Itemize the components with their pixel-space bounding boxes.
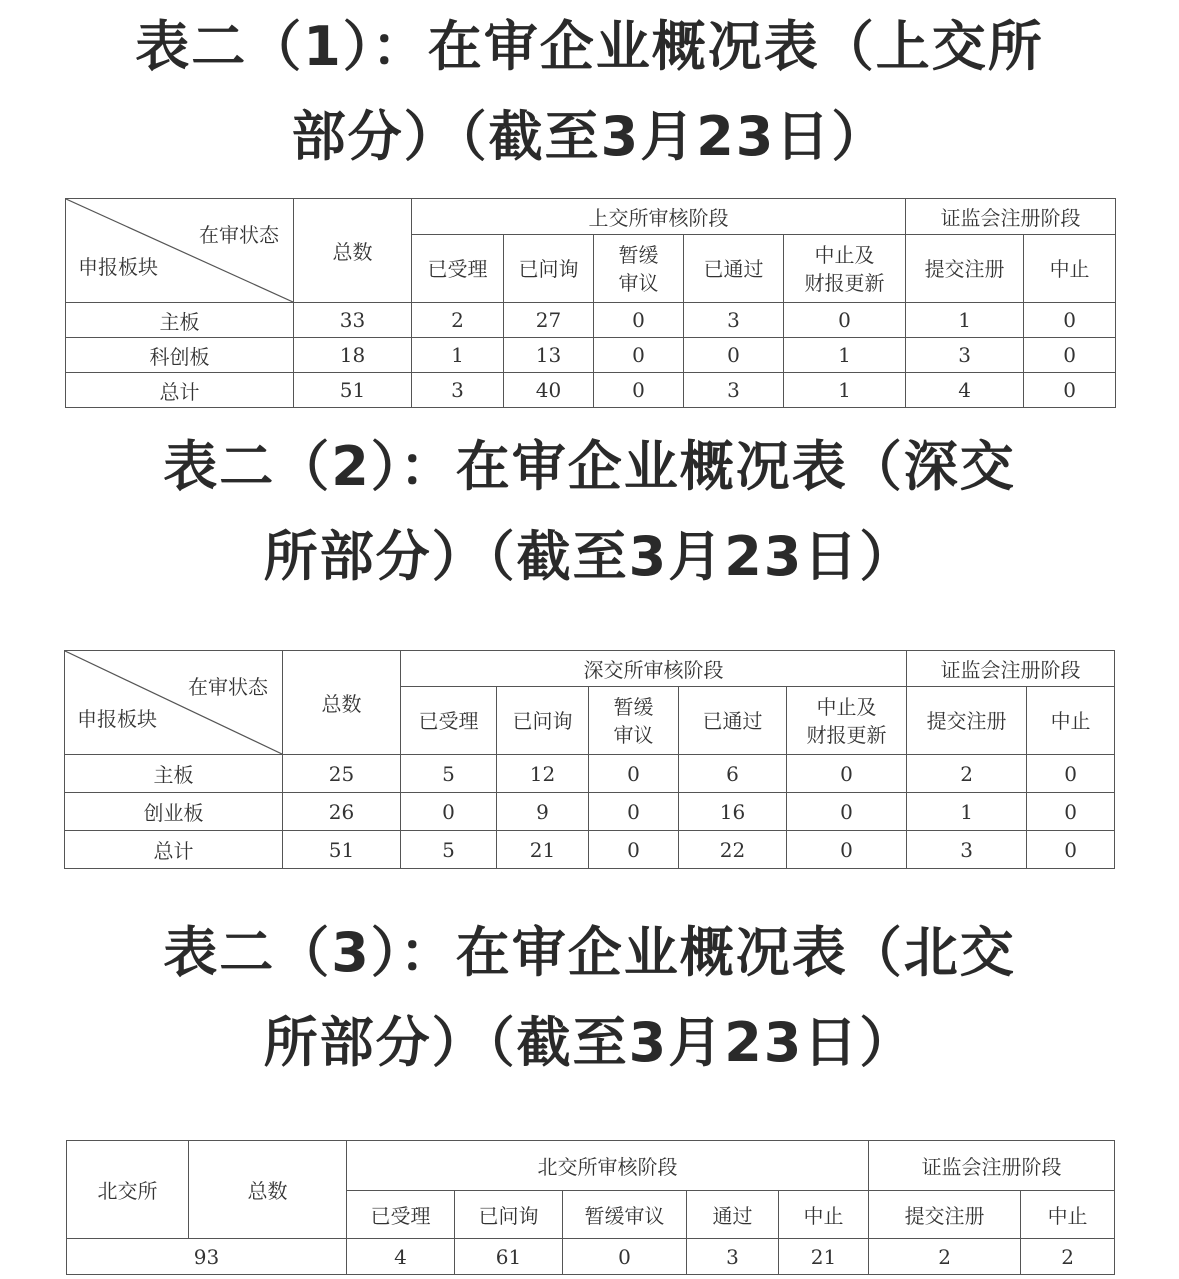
cell: 1: [906, 303, 1024, 338]
table3-col-header: 暂缓审议: [563, 1191, 687, 1239]
table-row: [65, 831, 1115, 869]
table2-col-header: 中止: [1027, 687, 1115, 755]
table-row: [65, 755, 1115, 793]
table1-col-header: 暂缓 审议: [594, 235, 684, 303]
table2-szse: [64, 650, 1115, 869]
cell: 51: [283, 831, 401, 869]
cell: 0: [684, 338, 784, 373]
table2-stage-header: 深交所审核阶段: [401, 651, 907, 687]
table1-col-header: 提交注册: [906, 235, 1024, 303]
table2-col-header: 提交注册: [907, 687, 1027, 755]
table3-total-header: 总数: [189, 1141, 347, 1239]
table3-stage-header: 北交所审核阶段: [347, 1141, 869, 1191]
cell: 25: [283, 755, 401, 793]
table3-title-line2: 所部分）（截至3月23日）: [263, 1011, 916, 1074]
row-label: 总计: [66, 373, 294, 408]
row-label: 主板: [65, 755, 283, 793]
cell: 3: [906, 338, 1024, 373]
cell: 0: [589, 793, 679, 831]
cell: 0: [1027, 793, 1115, 831]
table2-col-header: 已问询: [497, 687, 589, 755]
table1-stage-header: 上交所审核阶段: [412, 199, 906, 235]
table2-title-line1: 表二（2）：在审企业概况表（深交: [163, 435, 1016, 498]
table3-row-header: 北交所: [67, 1141, 189, 1239]
table2-col-header: 暂缓 审议: [589, 687, 679, 755]
cell: 1: [784, 373, 906, 408]
table2-col-header: 已受理: [401, 687, 497, 755]
table2-title: [0, 422, 1179, 602]
cell: 3: [684, 373, 784, 408]
cell: 12: [497, 755, 589, 793]
cell: 9: [497, 793, 589, 831]
table1-reg-header: 证监会注册阶段: [906, 199, 1116, 235]
table1-corner-top-label: 在审状态: [199, 223, 279, 247]
cell: 0: [784, 303, 906, 338]
table2-corner-top-label: 在审状态: [188, 675, 268, 699]
cell: 2: [412, 303, 504, 338]
cell: 3: [412, 373, 504, 408]
row-label: 科创板: [66, 338, 294, 373]
cell: 18: [294, 338, 412, 373]
cell: 5: [401, 755, 497, 793]
cell: 3: [907, 831, 1027, 869]
row-label: 总计: [65, 831, 283, 869]
cell: 0: [1024, 303, 1116, 338]
cell: 21: [497, 831, 589, 869]
table1-col-header: 已受理: [412, 235, 504, 303]
table3-bse: [66, 1140, 1115, 1275]
table1-col-header: 已问询: [504, 235, 594, 303]
cell: 4: [906, 373, 1024, 408]
table2-col-header: 中止及 财报更新: [787, 687, 907, 755]
cell: 93: [67, 1239, 347, 1275]
cell: 1: [412, 338, 504, 373]
cell: 1: [784, 338, 906, 373]
cell: 0: [594, 338, 684, 373]
table3-col-header: 已受理: [347, 1191, 455, 1239]
table1-col-header: 中止: [1024, 235, 1116, 303]
cell: 5: [401, 831, 497, 869]
table3-col-header: 中止: [779, 1191, 869, 1239]
cell: 0: [563, 1239, 687, 1275]
table1-sse: [65, 198, 1116, 408]
table2-reg-header: 证监会注册阶段: [907, 651, 1115, 687]
cell: 22: [679, 831, 787, 869]
cell: 0: [1024, 373, 1116, 408]
cell: 0: [1027, 831, 1115, 869]
cell: 0: [589, 755, 679, 793]
cell: 33: [294, 303, 412, 338]
cell: 26: [283, 793, 401, 831]
table2-total-header: 总数: [283, 651, 401, 755]
cell: 3: [684, 303, 784, 338]
cell: 0: [594, 303, 684, 338]
cell: 61: [455, 1239, 563, 1275]
table1-corner-bottom-label: 申报板块: [78, 255, 158, 279]
cell: 0: [1027, 755, 1115, 793]
table3-col-header: 中止: [1021, 1191, 1115, 1239]
table3-col-header: 提交注册: [869, 1191, 1021, 1239]
table3-col-header: 已问询: [455, 1191, 563, 1239]
table3-title-line1: 表二（3）：在审企业概况表（北交: [163, 921, 1016, 984]
cell: 4: [347, 1239, 455, 1275]
table-row: [67, 1239, 1115, 1275]
cell: 40: [504, 373, 594, 408]
cell: 51: [294, 373, 412, 408]
cell: 13: [504, 338, 594, 373]
table2-title-line2: 所部分）（截至3月23日）: [263, 525, 916, 588]
cell: 0: [589, 831, 679, 869]
table-row: [66, 303, 1116, 338]
cell: 0: [787, 831, 907, 869]
table-row: [65, 793, 1115, 831]
table3-title: [0, 908, 1179, 1088]
table1-title-line1: 表二（1）：在审企业概况表（上交所: [135, 15, 1044, 78]
cell: 0: [594, 373, 684, 408]
cell: 2: [907, 755, 1027, 793]
table3-col-header: 通过: [687, 1191, 779, 1239]
cell: 0: [787, 793, 907, 831]
cell: 16: [679, 793, 787, 831]
cell: 0: [787, 755, 907, 793]
table1-title-line2: 部分）（截至3月23日）: [291, 105, 888, 168]
table1-title: [0, 2, 1179, 182]
cell: 0: [1024, 338, 1116, 373]
table1-col-header: 已通过: [684, 235, 784, 303]
table-row: [66, 338, 1116, 373]
cell: 2: [1021, 1239, 1115, 1275]
cell: 27: [504, 303, 594, 338]
cell: 2: [869, 1239, 1021, 1275]
cell: 21: [779, 1239, 869, 1275]
cell: 1: [907, 793, 1027, 831]
table1-total-header: 总数: [294, 199, 412, 303]
table-row: [66, 373, 1116, 408]
cell: 0: [401, 793, 497, 831]
row-label: 主板: [66, 303, 294, 338]
table2-col-header: 已通过: [679, 687, 787, 755]
cell: 3: [687, 1239, 779, 1275]
row-label: 创业板: [65, 793, 283, 831]
cell: 6: [679, 755, 787, 793]
table1-col-header: 中止及 财报更新: [784, 235, 906, 303]
table2-corner-bottom-label: 申报板块: [77, 707, 157, 731]
table2-corner-cell: [65, 651, 283, 755]
table1-corner-cell: [66, 199, 294, 303]
table3-reg-header: 证监会注册阶段: [869, 1141, 1115, 1191]
